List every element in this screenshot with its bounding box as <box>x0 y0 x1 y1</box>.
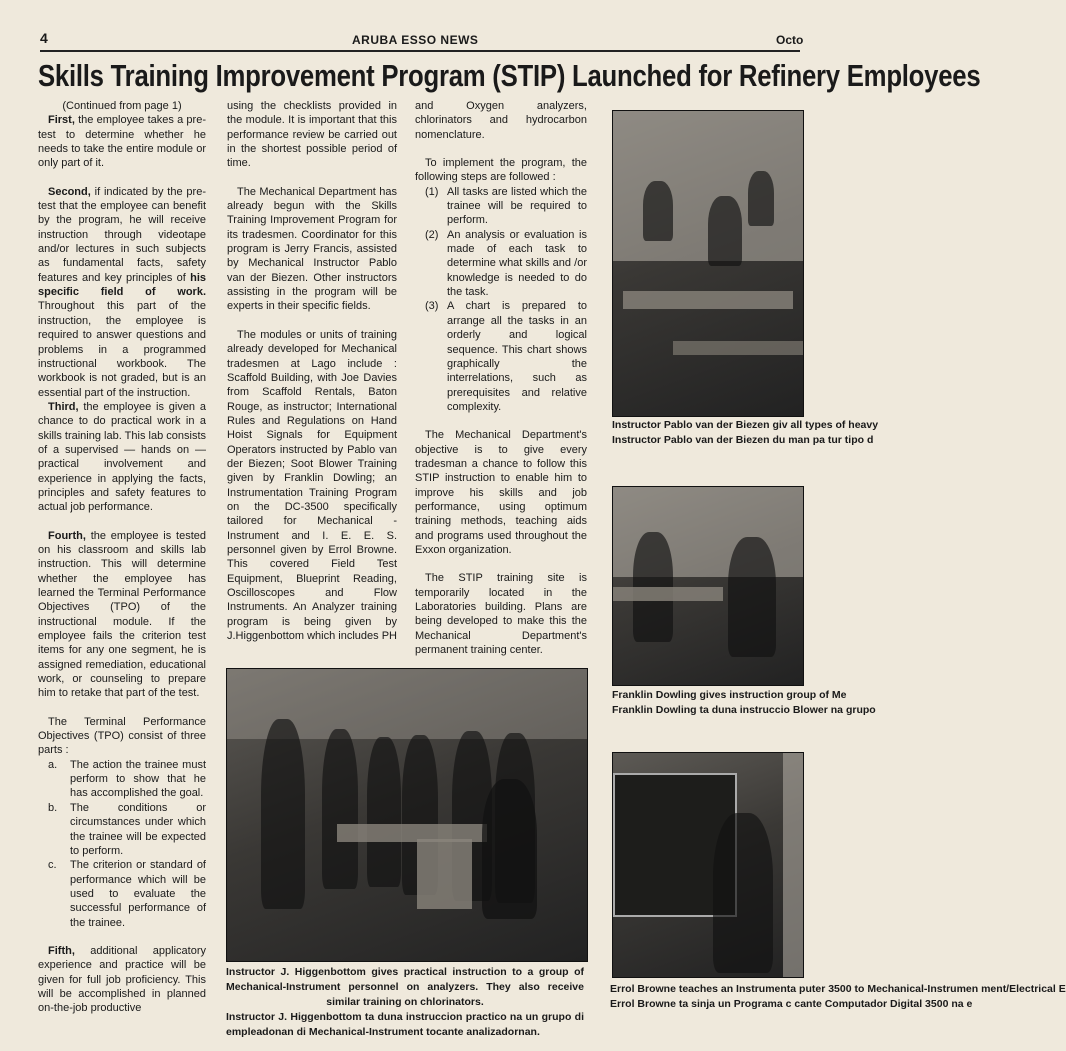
paragraph: The Mechanical Department's objective is to give every tradesman a chance to follow this STIP instruction to enable him to improve his skills and job performance, using optimum training methods, teaching aids and programs used throughout the Exxon organization. <box>415 429 587 556</box>
list-item: (1) All tasks are listed which the trainee will be required to perform. <box>425 185 587 227</box>
header-rule <box>40 50 800 52</box>
paragraph: The modules or units of training already developed for Mechanical tradesmen at Lago include : Scaffold Building, with Joe Davies from Scaffold Rentals, Baton Rouge, as instructor; International Rules and Regulations on Hand Hoist Signals for Equipment Operators instructed by Pablo van der Biezen; Soot Blower Training given by Franklin Dowling; an Instrumentation Training Program on the DC-3500 specifically tailored for Mechanical - Instrument and I. E. E. S. personnel given by Errol Browne. This covered Field Test Equipment, Blueprint Reading, Oscilloscopes and Flow Instruments. An Analyzer training program is being given by J.Higgenbottom which includes PH <box>227 328 397 643</box>
column-3 <box>415 99 587 671</box>
caption-bottom-english: Instructor J. Higgenbottom gives practical instruction to a group of Mechanical-Instrument personnel on analyzers. They also receive similar training on chlorinators. <box>226 966 584 1008</box>
list-item: (3) A chart is prepared to arrange all the tasks in an orderly and logical sequence. This chart shows graphically the interrelations, such as prerequisites and relative complexity. <box>425 300 587 413</box>
caption-photo-1: Instructor Pablo van der Biezen giv all types of heavy Instructor Pablo van der Biezen du man pa tur tipo d <box>612 419 879 446</box>
paragraph-second: Second, if indicated by the pre-test that the employee can benefit by the program, he will receive instruction through videotape and/or lectures in such subjects as fundamental facts, safety features and key principles of his specific field of work. Throughout this part of the instruction, the employee is required to answer questions and problems in a programmed instructional workbook. The workbook is not graded, but is an essential part of the instruction. <box>38 185 206 399</box>
photo-higgenbottom-analyzers <box>226 668 588 962</box>
page-number: 4 <box>40 30 48 46</box>
paragraph: To implement the program, the following steps are followed : <box>415 157 587 184</box>
photo-classroom-biezen <box>612 110 804 417</box>
paragraph: The Mechanical Department has already begun with the Skills Training Improvement Program for its tradesmen. Coordinator for this program is Jerry Francis, assisted by Mechanical Instructor Pablo van der Biezen. Other instructors assisting in the program will be experts in their specific fields. <box>227 185 397 313</box>
paragraph-third: Third, the employee is given a chance to do practical work in a skills training lab. This lab consists of a supervised — hands on — practical involvement and experience in applying the facts, principles and safety features to actual job performance. <box>38 400 206 514</box>
list-item: a. The action the trainee must perform to show that he has accomplished the goal. <box>48 758 206 800</box>
paragraph-fourth: Fourth, the employee is tested on his classroom and skills lab instruction. This will determine whether the employee has learned the Terminal Performance Objectives (TPO) of the instructional module. If the employee fails the criterion test items for any one segment, he is assigned remediation, educational work, or counseling to prepare him to retake that part of the test. <box>38 529 206 700</box>
caption-photo-3: Errol Browne teaches an Instrumenta puter 3500 to Mechanical-Instrumen ment/Electrical E Errol Browne ta sinja un Programa c cante Computador Digital 3500 na e <box>610 983 1066 1010</box>
paragraph: The STIP training site is temporarily located in the Laboratories building. Plans are being developed to make this the Mechanical Department's permanent training center. <box>415 572 587 657</box>
list-item: (2) An analysis or evaluation is made of each task to determine what skills and /or knowledge is needed to do the task. <box>425 228 587 299</box>
paragraph: and Oxygen analyzers, chlorinators and hydrocarbon nomenclature. <box>415 100 587 141</box>
tpo-intro: The Terminal Performance Objectives (TPO) consist of three parts : <box>38 715 206 757</box>
publication-name: ARUBA ESSO NEWS <box>352 33 479 47</box>
continued-note: (Continued from page 1) <box>62 100 182 112</box>
caption-bottom-papiamento: Instructor J. Higgenbottom ta duna instruccion practico na un grupo di empleadonan di Mechanical-Instrument tocante analizadornan. <box>226 1011 584 1038</box>
column-1 <box>38 99 206 1030</box>
issue-month: Octo <box>776 33 804 47</box>
paragraph-fifth: Fifth, additional applicatory experience and practice will be given for full job proficiency. This will be accomplished in planned on-the-job productive <box>38 944 206 1015</box>
steps-list <box>415 185 587 415</box>
paragraph-first: First, the employee takes a pre-test to determine whether he needs to take the entire module or only part of it. <box>38 114 206 170</box>
headline: Skills Training Improvement Program (STIP) Launched for Refinery Employees <box>38 58 981 93</box>
paragraph: using the checklists provided in the module. It is important that this performance review be carried out in the shortest possible period of time. <box>227 100 397 170</box>
column-2 <box>227 99 397 657</box>
caption-bottom <box>226 965 584 1040</box>
tpo-list <box>38 758 206 930</box>
list-item: c. The criterion or standard of performance which will be used to evaluate the successful performance of the trainee. <box>48 859 206 929</box>
list-item: b. The conditions or circumstances under which the trainee will be expected to perform. <box>48 801 206 857</box>
photo-dowling <box>612 486 804 686</box>
photo-browne <box>612 752 804 978</box>
caption-photo-2: Franklin Dowling gives instruction group of Me Franklin Dowling ta duna instruccio Blower na grupo <box>612 689 876 716</box>
